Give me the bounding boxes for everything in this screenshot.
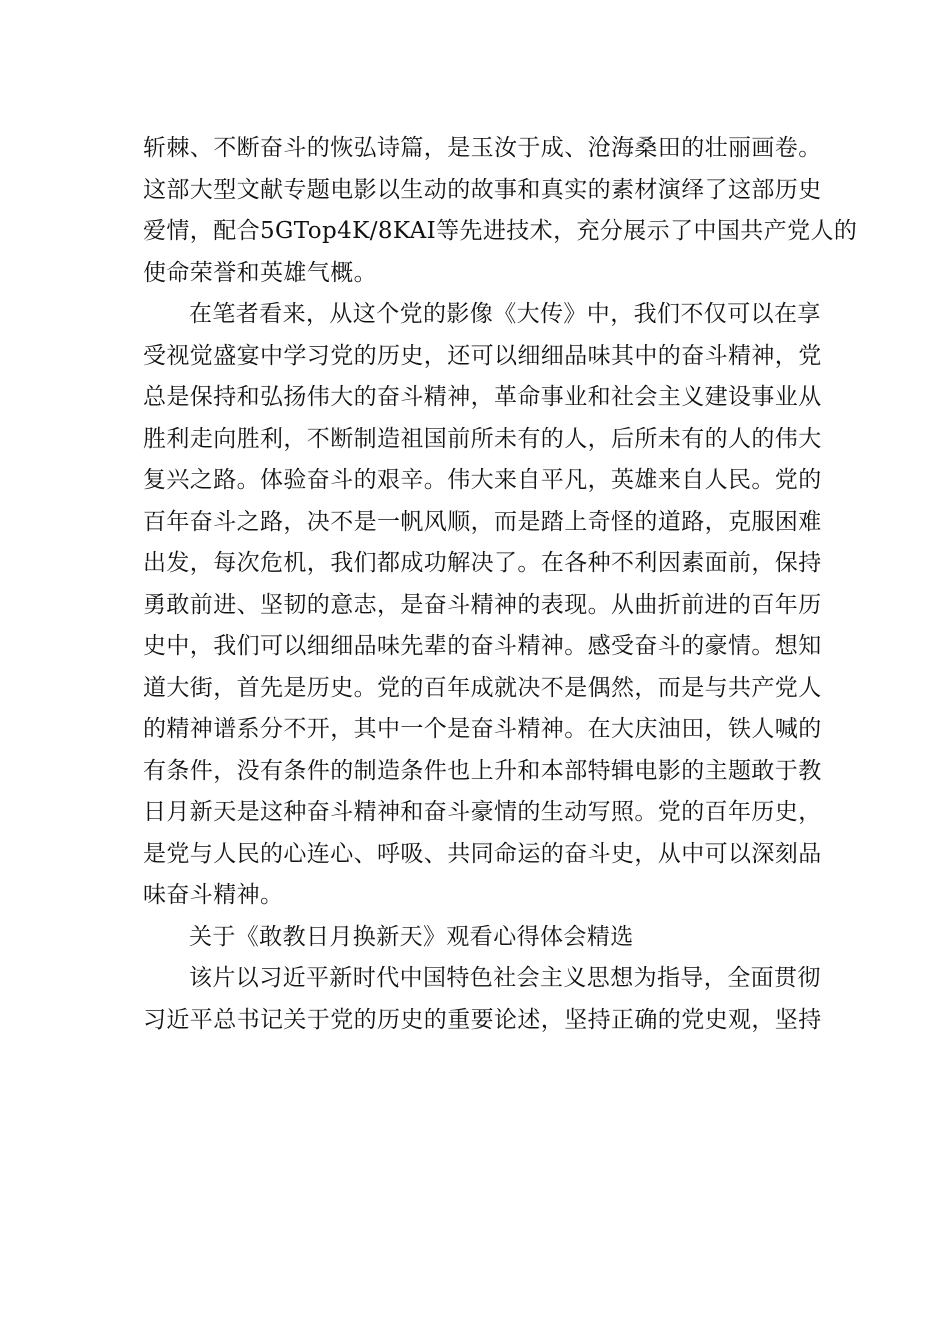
text-line: 使命荣誉和英雄气概。 bbox=[143, 259, 377, 286]
text-line: 斩棘、不断奋斗的恢弘诗篇，是玉汝于成、沧海桑田的壮丽画卷。 bbox=[143, 135, 822, 161]
paragraph-start-line: 在笔者看来，从这个党的影像《大传》中，我们不仅可以在享 bbox=[189, 301, 821, 327]
text-line: 习近平总书记关于党的历史的重要论述，坚持正确的党史观，坚持 bbox=[143, 1006, 822, 1033]
text-line: 味奋斗精神。 bbox=[143, 882, 284, 908]
text-line: 爱情，配合5GTop4K/8KAI等先进技术，充分展示了中国共产党人的 bbox=[143, 218, 858, 244]
text-line: 史中，我们可以细细品味先辈的奋斗精神。感受奋斗的豪情。想知 bbox=[143, 633, 822, 659]
text-line: 日月新天是这种奋斗精神和奋斗豪情的生动写照。党的百年历史， bbox=[143, 799, 822, 825]
text-line: 有条件，没有条件的制造条件也上升和本部特辑电影的主题敢于教 bbox=[143, 757, 822, 784]
text-line: 复兴之路。体验奋斗的艰辛。伟大来自平凡，英雄来自人民。党的 bbox=[143, 467, 822, 493]
text-line: 的精神谱系分不开，其中一个是奋斗精神。在大庆油田，铁人喊的 bbox=[143, 716, 822, 742]
body-text bbox=[143, 128, 858, 1041]
text-line: 这部大型文献专题电影以生动的故事和真实的素材演绎了这部历史 bbox=[143, 176, 822, 203]
text-line: 受视觉盛宴中学习党的历史，还可以细细品味其中的奋斗精神，党 bbox=[143, 342, 822, 369]
text-line: 胜利走向胜利，不断制造祖国前所未有的人，后所未有的人的伟大 bbox=[143, 425, 822, 452]
section-heading: 关于《敢教日月换新天》观看心得体会精选 bbox=[189, 923, 634, 950]
text-line: 勇敢前进、坚韧的意志，是奋斗精神的表现。从曲折前进的百年历 bbox=[143, 591, 822, 618]
text-line: 出发，每次危机，我们都成功解决了。在各种不利因素面前，保持 bbox=[143, 550, 822, 576]
text-line: 百年奋斗之路，决不是一帆风顺，而是踏上奇怪的道路，克服困难 bbox=[143, 508, 822, 535]
text-line: 道大街，首先是历史。党的百年成就决不是偶然，而是与共产党人 bbox=[143, 674, 822, 701]
text-line: 是党与人民的心连心、呼吸、共同命运的奋斗史，从中可以深刻品 bbox=[143, 840, 822, 867]
text-line: 总是保持和弘扬伟大的奋斗精神，革命事业和社会主义建设事业从 bbox=[143, 384, 822, 410]
paragraph-start-line: 该片以习近平新时代中国特色社会主义思想为指导，全面贯彻 bbox=[189, 965, 821, 991]
